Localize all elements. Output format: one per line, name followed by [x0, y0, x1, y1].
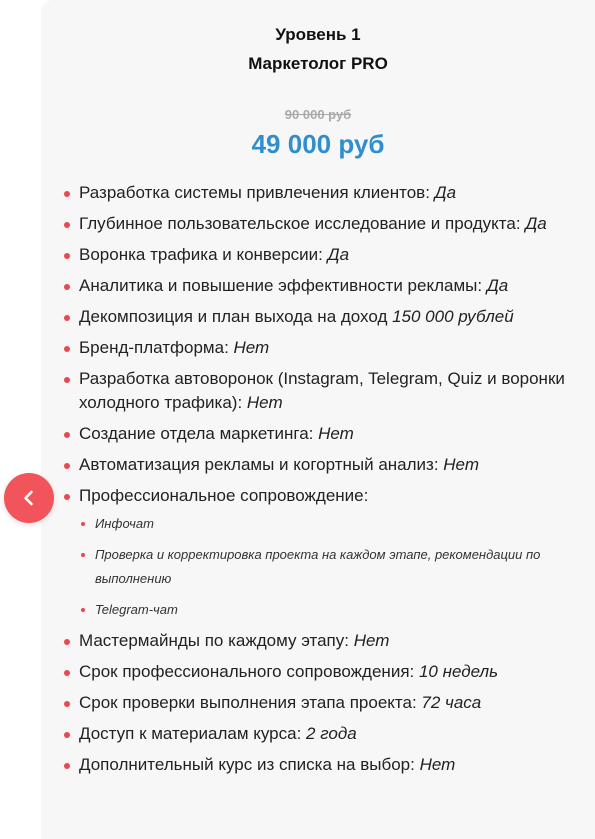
feature-item [63, 691, 583, 715]
feature-label: Разработка автоворонок (Instagram, Telegram, Quiz и воронки холодного трафика): [79, 369, 565, 412]
feature-value: Да [525, 214, 547, 233]
feature-item [63, 243, 583, 267]
level-title: Уровень 1 [275, 25, 361, 44]
feature-label: Бренд-платформа: [79, 338, 234, 357]
new-price: 49 000 руб [251, 129, 385, 159]
feature-value: 2 года [306, 724, 357, 743]
feature-label: Разработка системы привлечения клиентов: [79, 183, 435, 202]
feature-item [63, 722, 583, 746]
plan-title: Маркетолог PRO [248, 54, 388, 73]
feature-label: Создание отдела маркетинга: [79, 424, 319, 443]
feature-list [63, 181, 583, 784]
chevron-left-icon [20, 489, 38, 507]
feature-value: 10 недель [418, 662, 499, 681]
feature-label: Аналитика и повышение эффективности рекламы: [79, 276, 487, 295]
support-item: Telegram-чат [79, 598, 583, 622]
feature-item [63, 367, 583, 415]
support-item: Инфочат [79, 512, 583, 536]
feature-item [63, 422, 583, 446]
feature-value: 72 часа [421, 693, 482, 712]
feature-item [63, 660, 583, 684]
pricing-card [41, 0, 595, 839]
feature-item [63, 305, 583, 329]
feature-value: Нет [318, 424, 354, 443]
feature-item [63, 753, 583, 777]
feature-value: Нет [233, 338, 270, 357]
feature-value: Да [434, 183, 457, 202]
feature-label: Воронка трафика и конверсии: [79, 245, 328, 264]
feature-value: Нет [443, 455, 479, 474]
old-price: 90 000 руб [284, 107, 352, 122]
feature-label: Глубинное пользовательское исследование и продукта: [79, 214, 526, 233]
support-item: Проверка и корректировка проекта на каждом этапе, рекомендации по выполнению [79, 543, 583, 591]
feature-label: Срок профессионального сопровождения: [79, 662, 419, 681]
feature-item-support [63, 484, 583, 622]
feature-item [63, 274, 583, 298]
feature-label: Автоматизация рекламы и когортный анализ: [79, 455, 444, 474]
feature-item [63, 629, 583, 653]
feature-label: Декомпозиция и план выхода на доход [79, 307, 393, 326]
feature-value: Нет [353, 631, 390, 650]
feature-value: 150 000 рублей [392, 307, 514, 326]
feature-value: Нет [419, 755, 456, 774]
feature-item [63, 453, 583, 477]
support-sublist [79, 512, 583, 622]
feature-item [63, 336, 583, 360]
feature-label: Доступ к материалам курса: [79, 724, 307, 743]
feature-label: Мастермайнды по каждому этапу: [79, 631, 354, 650]
feature-value: Да [486, 276, 509, 295]
feature-value: Нет [246, 393, 283, 412]
feature-item [63, 212, 583, 236]
feature-item [63, 181, 583, 205]
feature-label: Дополнительный курс из списка на выбор: [79, 755, 420, 774]
feature-label: Срок проверки выполнения этапа проекта: [79, 693, 422, 712]
feature-label: Профессиональное сопровождение: [79, 486, 369, 505]
feature-value: Да [327, 245, 350, 264]
back-button[interactable] [4, 473, 54, 523]
